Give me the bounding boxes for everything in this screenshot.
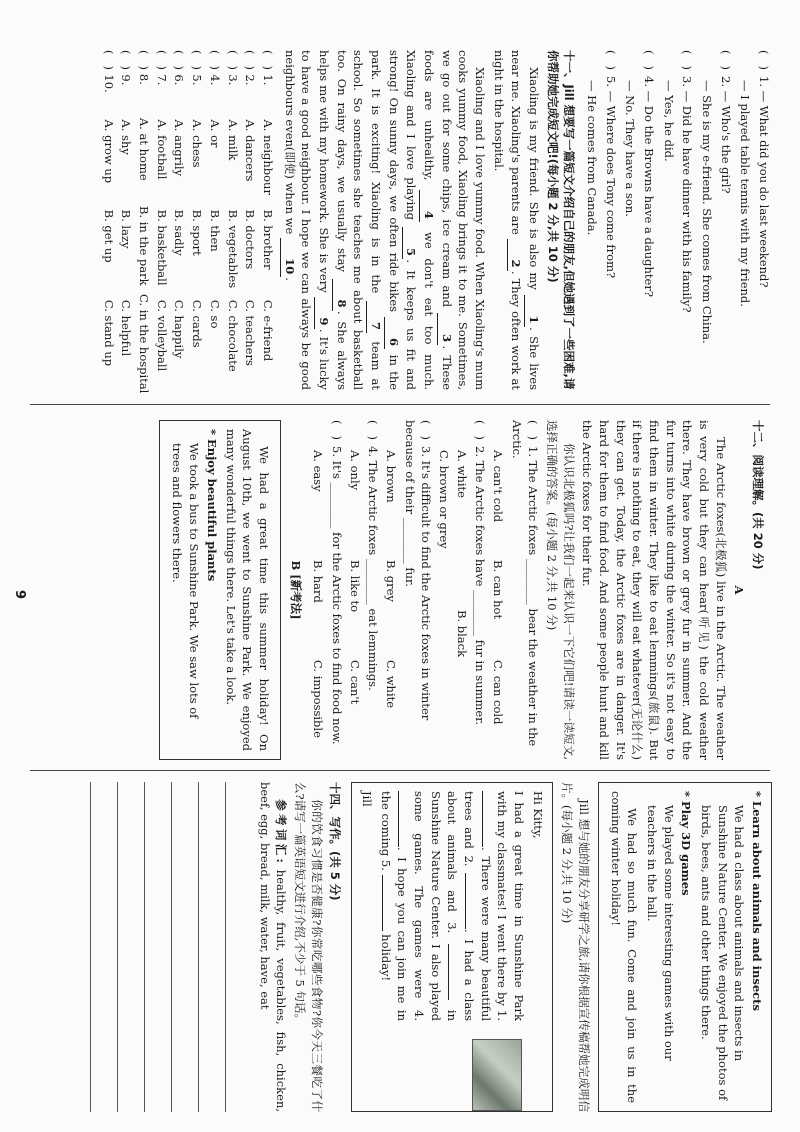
question-stem: The Arctic foxes ________ bear the weather in the Arctic. [509, 420, 541, 747]
option-row: ( ) 5. A. chess B. sport C. cards [189, 50, 206, 390]
cloze-text: . It's lucky to have a good neighbour. I hope we can always be good neighbours even(即使) when we [282, 50, 331, 390]
promo-intro: We had a great time this summer holiday! On August 10th, we went to Sunshine Park. We enjoyed many wonderful things there. Let's take a look. [223, 429, 271, 751]
option-c: C. can't [347, 660, 362, 705]
postcard [351, 782, 552, 1112]
option-row [453, 450, 470, 760]
option-number: 4. [207, 74, 222, 86]
postcard-signature: Jill [359, 791, 374, 807]
option-b: B. black [454, 610, 469, 658]
cloze-paragraph-1 [490, 50, 542, 390]
postcard-blank-4[interactable] [398, 791, 399, 847]
part-b-label: B [新考法] [288, 560, 303, 620]
cloze-blank-6: 6 [384, 317, 402, 349]
option-b: B. lazy [119, 209, 134, 249]
promo-bullet-games: * Play 3D games [679, 791, 694, 896]
question-4: ( )4. — Do the Browns have a daughter? [641, 50, 656, 297]
question-number: 2. [473, 446, 488, 457]
option-c: C. can cold [490, 660, 505, 725]
writing-lines[interactable] [90, 782, 252, 1112]
option-b: B. hard [311, 560, 326, 603]
option-b: B. in the park [137, 205, 152, 286]
question-stem: The Arctic foxes have ________ fur in summer. [473, 460, 488, 726]
question-number: 5. [329, 446, 344, 457]
option-b: B. grey [383, 560, 398, 602]
option-a: A. white [454, 450, 469, 498]
question-number: 3. [419, 446, 434, 457]
cloze-text: . It keeps us fit and strong! On sunny days, we often ride bikes [386, 50, 419, 390]
writing-prompt: 你的饮食习惯是否健康?你常吃哪些食物?你今天三餐吃了什么?请写一篇英语短文进行介绍,不少于 5 句话。 [292, 782, 324, 1112]
column-right [90, 782, 772, 1112]
option-row [435, 450, 452, 760]
option-b: B. sadly [172, 209, 187, 256]
question-number: 2. [718, 76, 733, 87]
option-a: A. only [347, 450, 362, 491]
cloze-text: in the park. It is exciting! Xiaoling is in the [368, 50, 401, 391]
cloze-blank-5: 5 [402, 227, 420, 259]
postcard-blank-5[interactable] [382, 875, 383, 931]
option-row: ( ) 7. A. football B. basketball C. volleyball [153, 50, 170, 390]
column-divider [30, 770, 770, 771]
cloze-text: we don't eat too much. Xiaoling and I love playing [404, 50, 436, 391]
promo-bullet-plants: * Enjoy beautiful plants [204, 429, 219, 582]
option-row: ( ) 10. A. grow up B. get up C. stand up [100, 50, 117, 390]
question-text: — Did he have dinner with his family? [680, 90, 695, 313]
option-number: 1. [260, 74, 275, 86]
cloze-blank-7: 7 [366, 301, 384, 333]
question-stem: It's difficult to find the Arctic foxes in winter because of their ________ fur. [402, 420, 434, 721]
cloze-options [100, 50, 276, 394]
column-left [99, 50, 772, 394]
cloze-blank-4: 4 [419, 190, 437, 222]
question-stem: The Arctic foxes ________ eat lemmings. [366, 460, 381, 691]
writing-vocabulary [256, 782, 289, 1112]
option-b: B. brother [260, 209, 275, 270]
option-a: A. football [154, 119, 169, 180]
dialogue-questions [583, 50, 772, 390]
cloze-blank-1: 1 [524, 295, 542, 327]
option-number: 8. [137, 73, 152, 85]
page-number: 9 [12, 590, 27, 600]
option-c: C. brown or grey [436, 450, 451, 549]
question-number: 1. [526, 446, 541, 457]
option-c: C. white [383, 660, 398, 709]
question-text: — What did you do last weekend? [757, 90, 771, 288]
cloze-text: team at school. So sometimes she teaches me about basketball too. On rainy days, we usually stay [334, 50, 383, 391]
postcard-text: I had a great time in Sunshine Park with my classmates! I went there by 1. [495, 791, 526, 1021]
promo-bullet-text: We took a bus to Sunshine Park. We saw lots of trees and flowers there. [170, 443, 202, 719]
option-c: C. in the hospital [137, 294, 152, 394]
option-a: A. dancers [243, 119, 258, 182]
option-row [346, 450, 363, 760]
promo-bullet-text: We played some interesting games with our teachers in the hall. [644, 805, 676, 1061]
postcard-greeting: Hi Kitty, [530, 791, 545, 839]
postcard-text: . I hope you can join me in the coming 5. [378, 791, 410, 1021]
promo-closing: We had so much fun. Come and join us in the coming winter holiday! [608, 791, 640, 1103]
cloze-text: Xiaoling is my friend. She is also my [526, 67, 541, 290]
option-c: C. stand up [101, 299, 116, 367]
option-row [382, 450, 399, 760]
postcard-blank-1[interactable] [482, 791, 483, 847]
option-row: ( ) 9. A. shy B. lazy C. helpful [118, 50, 135, 390]
option-c: C. happily [172, 299, 187, 359]
question-text: — Where does Tony come from? [603, 90, 618, 279]
writing-line[interactable] [117, 782, 144, 1112]
question-3: ( )3. — Did he have dinner with his family? [680, 50, 695, 313]
postcard-blank-3[interactable] [448, 944, 449, 1000]
section-11-title: 十一、Jill 想要写一篇短文介绍自己的朋友,但她遇到了一些困难,请你帮助她完成短文吧!(每小题 2 分,共 10 分) [545, 50, 577, 390]
option-number: 7. [154, 74, 169, 86]
option-a: A. neighbour [260, 119, 275, 195]
cloze-paragraph-2 [280, 50, 488, 390]
postcard-text: . There were many beautiful trees and 2. [461, 791, 493, 1021]
cloze-blank-3: 3 [437, 313, 455, 345]
cloze-text: . She always helps me with my homework. She is very [316, 50, 349, 390]
question-stem: It's ________ for the Arctic foxes to find food now. [329, 460, 344, 745]
writing-line[interactable] [171, 782, 198, 1112]
option-number: 5. [190, 74, 205, 86]
reading-passage-a: The Arctic foxes(北极狐) live in the Arctic. The weather is very cold but they can hear(听见) the cold weather there. They have brown or grey fur in summer. And the fur turns into white during the winter. So it's not easy to find them in winter. They like to eat lemmings(旅鼠). But if there is nothing to eat, they will eat whatever(无论什么) they can get. Today, the Arctic foxes are in danger. It's hard for them to find food. And some people hunt and kill the Arctic foxes for their fur. [580, 420, 728, 760]
question-number: 3. [680, 76, 695, 87]
postcard-text: . I had a class about animals and 3. [445, 791, 476, 1022]
answer-text: — She is my e-friend. She comes from China. [699, 80, 714, 344]
question-number: 4. [366, 446, 381, 457]
option-a: A. shy [119, 119, 134, 155]
answer-text: — He comes from Canada. [584, 80, 599, 236]
option-c: C. chocolate [225, 299, 240, 372]
option-number: 6. [172, 74, 187, 86]
option-b: B. sport [190, 209, 205, 256]
writing-line[interactable] [90, 782, 117, 1112]
answer-text: — I played table tennis with my friend. [738, 80, 753, 307]
option-c: C. cards [190, 299, 205, 348]
section-14-title: 十四、写作。(共 5 分) [328, 782, 343, 901]
cloze-text: . She lives near me. Xiaoling's parents are [509, 50, 541, 390]
option-b: B. doctors [243, 209, 258, 270]
option-number: 9. [119, 74, 134, 86]
promo-box-continued [598, 782, 772, 1112]
postcard-blank-2[interactable] [465, 873, 466, 929]
option-row: ( ) 3. A. milk B. vegetables C. chocolate [224, 50, 241, 390]
question-2: ( )2. — Who's the girl? [718, 50, 733, 194]
column-middle [159, 420, 772, 760]
cloze-blank-2: 2 [507, 239, 525, 271]
writing-line[interactable] [225, 782, 252, 1112]
answer-text: — Yes, he did. [661, 80, 676, 162]
option-a: A. can't cold [490, 450, 505, 523]
option-a: A. or [207, 119, 222, 148]
option-a: A. grow up [101, 119, 116, 184]
reading-question-5: ( )5. It's ________ for the Arctic foxes to find food now. [329, 420, 344, 745]
question-number: 5. [603, 76, 618, 87]
option-c: C. helpful [119, 299, 134, 357]
reading-questions [310, 420, 542, 760]
option-row: ( ) 1. A. neighbour B. brother C. e-friend [259, 50, 276, 390]
answer-text: — No. They have a son. [623, 80, 638, 217]
option-b: B. vegetables [225, 209, 240, 289]
option-a: A. chess [190, 119, 205, 168]
reading-question-1: ( )1. The Arctic foxes ________ bear the weather in the Arctic. [509, 420, 541, 747]
option-row: ( ) 2. A. dancers B. doctors C. teachers [242, 50, 259, 390]
reading-instruction: 你认识北极狐吗?让我们一起来认识一下它们吧!请读一读短文,选择正确的答案。(每小题 2 分,共 10 分) [544, 420, 576, 760]
option-number: 10. [101, 74, 116, 93]
promo-bullet-text: We had a class about animals and insects in Sunshine Nature Center. We enjoyed the photos of birds, bees, ants and other things there. [698, 805, 747, 1101]
question-text: — Who's the girl? [718, 90, 733, 194]
option-b: B. get up [101, 209, 116, 263]
option-a: A. easy [311, 450, 326, 492]
option-row: ( ) 4. A. or B. then C. so [206, 50, 223, 390]
postcard-text: in Sunshine Nature Center. I also played some games. The games were 4. [411, 791, 460, 1022]
cloze-text: . These foods are unhealthy, [421, 50, 454, 391]
option-number: 3. [225, 74, 240, 86]
column-divider [30, 404, 770, 405]
option-b: B. basketball [154, 209, 169, 286]
option-a: A. brown [383, 450, 398, 503]
question-5: ( )5. — Where does Tony come from? [603, 50, 618, 279]
promo-bullet-animals: * Learn about animals and insects [750, 791, 764, 1011]
option-c: C. impossible [311, 660, 326, 738]
writing-line[interactable] [144, 782, 171, 1112]
option-c: C. so [207, 299, 222, 329]
question-text: — Do the Browns have a daughter? [641, 90, 656, 297]
question-number: 1. [757, 76, 771, 87]
option-row: ( ) 8. A. at home B. in the park C. in the hospital [137, 50, 152, 394]
option-b: B. can hot [490, 560, 505, 620]
postcard-instruction: Jill 想与她的朋友分享研学之旅,请你根据宣传稿帮她完成明信片。(每小题 2 分,共 10 分) [560, 782, 591, 1112]
option-b: B. then [207, 209, 222, 252]
option-a: A. at home [137, 117, 152, 181]
option-a: A. milk [225, 119, 240, 161]
postcard-photo [472, 1039, 522, 1111]
option-c: C. volleyball [154, 299, 169, 372]
promo-box [159, 420, 281, 760]
option-row [310, 450, 327, 760]
postcard-text: holiday! [378, 934, 393, 982]
option-b: B. like to [347, 560, 362, 613]
cloze-text: . They often work at night in the hospital. [491, 50, 524, 391]
vocabulary-label: 参考词汇: [274, 799, 289, 863]
cloze-text: . [282, 277, 297, 281]
reading-question-4: ( )4. The Arctic foxes ________ eat lemmings. [366, 420, 381, 691]
cloze-blank-8: 8 [332, 279, 350, 311]
question-number: 4. [641, 76, 656, 87]
vocabulary-words: healthy, fruit, vegetables, fish, chicken, beef, egg, bread, milk, water, have, eat [257, 782, 289, 1113]
reading-question-2: ( )2. The Arctic foxes have ________ fur in summer. [473, 420, 488, 726]
reading-question-3: ( )3. It's difficult to find the Arctic foxes in winter because of their ________ fur. [402, 420, 434, 721]
section-12-title: 十二、阅读理解。(共 20 分) [751, 420, 765, 570]
option-row: ( ) 6. A. angrily B. sadly C. happily [171, 50, 188, 390]
cloze-blank-10: 10 [280, 238, 298, 277]
cloze-blank-9: 9 [314, 297, 332, 329]
question-1: ( )1. — What did you do last weekend? [757, 50, 771, 288]
option-number: 2. [243, 74, 258, 86]
option-row [489, 450, 506, 760]
option-a: A. angrily [172, 119, 187, 177]
cloze-text: Xiaoling and I love yummy food. When Xiaoling's mum cooks yummy food, Xiaoling brings it to me. Sometimes, we go out for some chips, ice cream and [439, 50, 487, 390]
option-c: C. e-friend [260, 299, 275, 362]
option-c: C. teachers [243, 299, 258, 366]
part-a-label: A [732, 585, 747, 595]
writing-line[interactable] [198, 782, 225, 1112]
postcard-body [377, 791, 527, 1021]
